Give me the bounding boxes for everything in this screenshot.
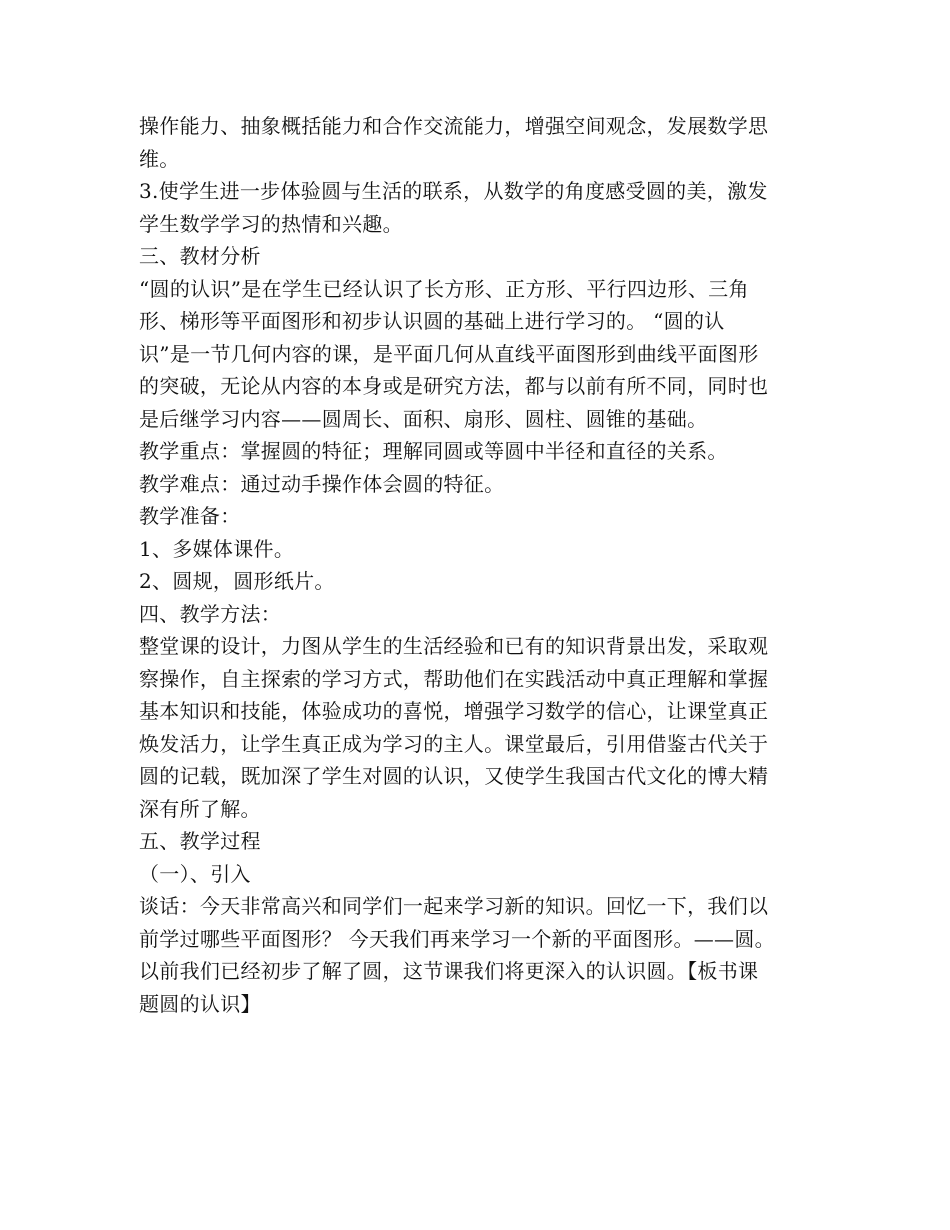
section-heading: 三、教材分析 (139, 244, 261, 268)
text-line: 前学过哪些平面图形？ 今天我们再来学习一个新的平面图形。——圆。 (139, 926, 775, 951)
document-body (139, 110, 829, 1020)
list-item: 1、多媒体课件。 (139, 536, 295, 561)
text-line: 维。 (139, 146, 180, 171)
text-line: 焕发活力，让学生真正成为学习的主人。课堂最后，引用借鉴古代关于 (139, 731, 769, 756)
text-line: 是后继学习内容——圆周长、面积、扇形、圆柱、圆锥的基础。 (139, 406, 708, 431)
text-line: 以前我们已经初步了解了圆，这节课我们将更深入的认识圆。【板书课 (139, 959, 759, 983)
text-line: 教学重点：掌握圆的特征；理解同圆或等圆中半径和直径的关系。 (139, 439, 728, 463)
section-heading: 五、教学过程 (139, 829, 261, 853)
text-line: “圆的认识”是在学生已经认识了长方形、正方形、平行四边形、三角 (139, 276, 749, 301)
text-line: 深有所了解。 (139, 796, 261, 821)
text-line: 学生数学学习的热情和兴趣。 (139, 211, 403, 236)
text-line: 题圆的认识】 (139, 991, 261, 1016)
subsection-heading: （一）、引入 (139, 861, 251, 886)
text-line: 整堂课的设计，力图从学生的生活经验和已有的知识背景出发，采取观 (139, 634, 769, 658)
text-line: 操作能力、抽象概括能力和合作交流能力，增强空间观念，发展数学思 (139, 114, 769, 138)
section-heading: 四、教学方法： (139, 601, 282, 626)
text-line: 形、梯形等平面图形和初步认识圆的基础上进行学习的。 “圆的认 (139, 309, 725, 333)
text-line: 基本知识和技能，体验成功的喜悦，增强学习数学的信心，让课堂真正 (139, 699, 769, 723)
text-line: 识”是一节几何内容的课，是平面几何从直线平面图形到曲线平面图形 (139, 341, 759, 366)
text-line: 教学准备： (139, 504, 241, 528)
text-line: 的突破，无论从内容的本身或是研究方法，都与以前有所不同，同时也 (139, 374, 769, 398)
list-item: 2、圆规，圆形纸片。 (139, 569, 335, 593)
text-line: 3.使学生进一步体验圆与生活的联系，从数学的角度感受圆的美，激发 (139, 179, 768, 203)
text-line: 谈话：今天非常高兴和同学们一起来学习新的知识。回忆一下，我们以 (139, 894, 769, 918)
text-line: 教学难点：通过动手操作体会圆的特征。 (139, 471, 505, 496)
text-line: 察操作，自主探索的学习方式，帮助他们在实践活动中真正理解和掌握 (139, 666, 769, 691)
text-line: 圆的记载，既加深了学生对圆的认识，又使学生我国古代文化的博大精 (139, 764, 769, 788)
